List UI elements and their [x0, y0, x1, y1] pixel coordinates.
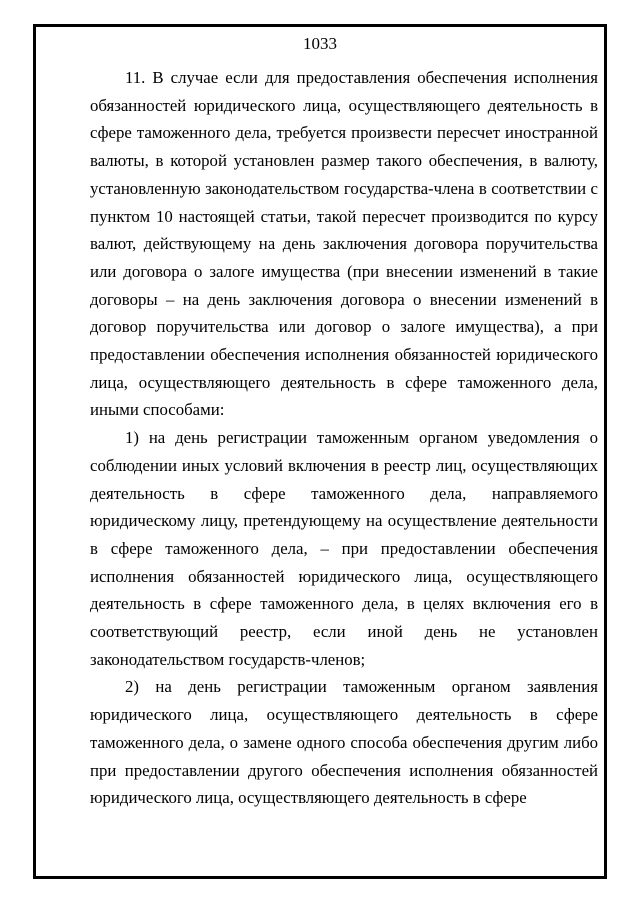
paragraph-item-2: 2) на день регистрации таможенным органом заявления юридического лица, осуществляющего деятельность в сфере таможенного дела, о замене одного способа обеспечения другим либо при предоставлении другого обеспечения исполнения обязанностей юридического лица, осуществляющего деятельность в сфере: [90, 677, 598, 808]
document-body: [90, 64, 598, 812]
paragraph-item-1: 1) на день регистрации таможенным органом уведомления о соблюдении иных условий включения в реестр лиц, осуществляющих деятельность в сфере таможенного дела, направляемого юридическому лицу, претендующему на осуществление деятельности в сфере таможенного дела, – при предоставлении обеспечения исполнения обязанностей юридического лица, осуществляющего деятельность в сфере таможенного дела, в целях включения его в соответствующий реестр, если иной день не установлен законодательством государств-членов;: [90, 428, 598, 669]
paragraph-11: 11. В случае если для предоставления обеспечения исполнения обязанностей юридического лица, осуществляющего деятельность в сфере таможенного дела, требуется произвести пересчет иностранной валюты, в которой установлен размер такого обеспечения, в валюту, установленную законодательством государства-члена в соответствии с пунктом 10 настоящей статьи, такой пересчет производится по курсу валют, действующему на день заключения договора поручительства или договора о залоге имущества (при внесении изменений в такие договоры – на день заключения договора о внесении изменений в договор поручительства или договор о залоге имущества), а при предоставлении обеспечения исполнения обязанностей юридического лица, осуществляющего деятельность в сфере таможенного дела, иными способами:: [90, 68, 598, 420]
page-number: 1033: [303, 34, 337, 53]
